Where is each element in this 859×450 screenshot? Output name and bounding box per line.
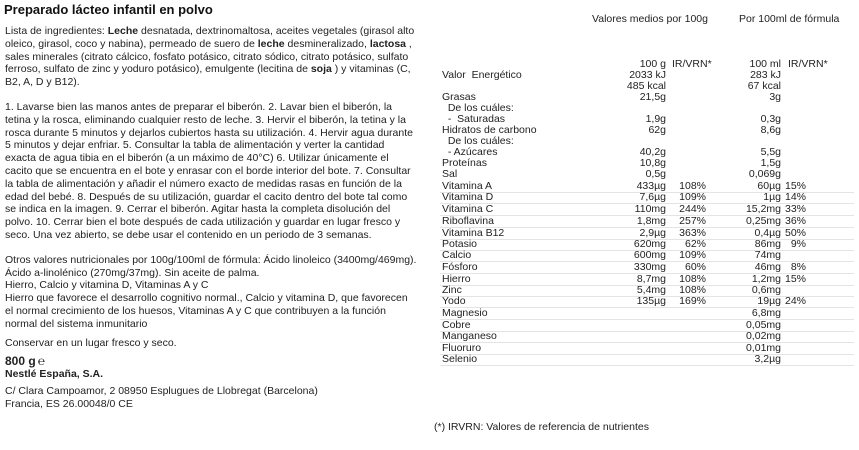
- value-100g: 2033 kJ: [629, 69, 666, 81]
- value-100g: 1,9g: [645, 113, 666, 125]
- allergen-text: soja: [310, 63, 332, 76]
- ingredient-text: desmineralizado,: [284, 37, 370, 50]
- value-100ml: 1,5g: [760, 157, 781, 169]
- nutrient-name: Valor Energético: [442, 69, 522, 81]
- other-nutritional-values: Otros valores nutricionales por 100g/100ml de fórmula: Ácido linoleico (3400mg/469mg). Ácido a-linolénico (270mg/37mg). Sin aceite de palma.: [5, 253, 417, 279]
- value-100g: 5,4mg: [636, 284, 666, 296]
- nutrient-name: Hierro: [442, 273, 471, 285]
- ir-100g: 108%: [679, 273, 706, 285]
- nutrition-row: [0, 320, 859, 331]
- nutrition-row: [0, 262, 859, 273]
- value-100ml: 46mg: [754, 261, 781, 273]
- ir-100ml: 9%: [790, 238, 806, 250]
- ir-100g: 109%: [679, 191, 706, 203]
- ingredient-text: ) y vitaminas (C, B2, A, D y B12).: [5, 63, 411, 89]
- ir-100g: 108%: [679, 284, 706, 296]
- nutrient-name: Grasas: [442, 91, 476, 103]
- ingredients-intro: Lista de ingredientes:: [5, 25, 108, 37]
- nutrition-row: [0, 239, 859, 250]
- ir-100g: 60%: [684, 261, 706, 273]
- value-100g: 62g: [648, 124, 666, 136]
- value-100ml: 67 kcal: [747, 80, 781, 92]
- header-per-100ml: Por 100ml de fórmula: [739, 13, 840, 25]
- nutrition-row: [0, 81, 859, 92]
- row-divider: [440, 365, 854, 366]
- nutrient-name: Cobre: [442, 319, 471, 331]
- value-100g: 21,5g: [639, 91, 666, 103]
- company-country: Francia, ES 26.00048/0 CE: [5, 397, 133, 410]
- value-100g: 110mg: [634, 203, 666, 215]
- allergen-text: leche: [257, 37, 285, 50]
- ir-100ml: 14%: [784, 191, 806, 203]
- value-100ml: 1,2mg: [751, 273, 781, 285]
- nutrient-name: Vitamina B12: [442, 227, 505, 239]
- value-100g: 10,8g: [639, 157, 666, 169]
- value-100g: 433µg: [636, 180, 666, 192]
- value-100ml: 283 kJ: [750, 69, 781, 81]
- value-100ml: 60µg: [757, 180, 781, 192]
- nutrient-name: De los cuáles:: [442, 102, 514, 114]
- sub-100g: 100 g: [639, 58, 666, 70]
- ir-100g: 109%: [679, 249, 706, 261]
- nutrient-name: Magnesio: [442, 307, 488, 319]
- preparation-instructions: 1. Lavarse bien las manos antes de preparar el biberón. 2. Lavar bien el biberón, la tetina y la rosca, eliminando cualquier resto de leche. 3. Hervir el biberón, la tetina y la rosca durante 5 minutos y dejarlos cubiertos hasta su utilización. 4. Hervir agua durante 5 minutos y dejar enfriar. 5. Consultar la tabla de alimentación y verter la cantidad exacta de agua tibia en el biberón (a un máximo de 40°C) 6. Utilizar únicamente el cacito que se encuentra en el bote y enrasar con el borde interior del bote. 7. Consultar la tabla de alimentación y añadir el número exacto de medidas rasas en función de la edad del bebé. 8. Después de su utilización, guardar el cacito dentro del bote tal como se indica en la imagen. 9. Cerrar el biberón. Agitar hasta la completa disolución del polvo. 10. Cerrar bien el bote después de cada utilización y guardar en lugar fresco y seco. Una vez abierto, se debe usar el contenido en un periodo de 3 semanas.: [5, 100, 413, 241]
- ir-100g: 108%: [679, 180, 706, 192]
- value-100ml: 0,02mg: [745, 330, 781, 342]
- value-100g: 330mg: [633, 261, 666, 273]
- header-per-100g: Valores medios por 100g: [592, 13, 708, 25]
- nutrient-name: Vitamina A: [442, 180, 493, 192]
- value-100g: 2,9µg: [639, 227, 666, 239]
- claim-short: Hierro, Calcio y vitamina D, Vitaminas A y C: [5, 279, 209, 292]
- value-100g: 620mg: [633, 238, 666, 250]
- nutrient-name: - Saturadas: [442, 113, 506, 125]
- nutrition-row: [0, 343, 859, 354]
- nutrition-row: [0, 136, 859, 147]
- nutrition-row: [0, 228, 859, 239]
- value-100ml: 0,25mg: [745, 215, 781, 227]
- value-100g: 1,8mg: [636, 215, 666, 227]
- nutrient-name: Riboflavina: [442, 215, 494, 227]
- estimated-sign-icon: ℮: [37, 354, 45, 369]
- ir-100g: 257%: [679, 215, 706, 227]
- ir-100g: 244%: [679, 203, 706, 215]
- nutrient-name: Potasio: [442, 238, 478, 250]
- ir-100g: 62%: [684, 238, 706, 250]
- storage-advice: Conservar en un lugar fresco y seco.: [5, 336, 177, 349]
- sub-ir-2: IR/VRN*: [788, 58, 828, 70]
- value-100ml: 0,4µg: [754, 227, 781, 239]
- nutrient-name: Hidratos de carbono: [442, 124, 537, 136]
- nutrient-name: Selenio: [442, 353, 478, 365]
- nutrition-row: [0, 354, 859, 365]
- nutrition-row: [0, 114, 859, 125]
- sub-ir-1: IR/VRN*: [672, 58, 712, 70]
- value-100ml: 15,2mg: [745, 203, 781, 215]
- nutrient-name: Manganeso: [442, 330, 497, 342]
- weight-value: 800 g: [5, 354, 36, 369]
- nutrition-row: [0, 70, 859, 81]
- nutrient-name: - Azúcares: [442, 146, 498, 158]
- product-title: Preparado lácteo infantil en polvo: [4, 2, 213, 17]
- nutrition-row: [0, 204, 859, 215]
- nutrient-name: Fluoruro: [442, 342, 482, 354]
- nutrient-name: Proteínas: [442, 157, 487, 169]
- company-name: Nestlé España, S.A.: [5, 368, 104, 381]
- nutrition-row: [0, 274, 859, 285]
- ir-100ml: 15%: [784, 180, 806, 192]
- value-100ml: 3,2µg: [754, 353, 781, 365]
- value-100ml: 0,069g: [748, 168, 781, 180]
- nutrition-row: [0, 92, 859, 103]
- sub-100ml: 100 ml: [749, 58, 781, 70]
- value-100ml: 86mg: [754, 238, 781, 250]
- ir-100ml: 8%: [790, 261, 806, 273]
- nutrient-name: De los cuáles:: [442, 135, 514, 147]
- ir-100g: 363%: [679, 227, 706, 239]
- nutrition-row: [0, 169, 859, 180]
- ir-100ml: 36%: [784, 215, 806, 227]
- value-100g: 40,2g: [639, 146, 666, 158]
- nutrient-name: Yodo: [442, 295, 466, 307]
- nutrient-name: Calcio: [442, 249, 472, 261]
- nutrition-row: [0, 296, 859, 307]
- value-100ml: 0,3g: [760, 113, 781, 125]
- value-100g: 0,5g: [645, 168, 666, 180]
- nutrient-name: Sal: [442, 168, 458, 180]
- nutrition-row: [0, 331, 859, 342]
- value-100ml: 1µg: [763, 191, 781, 203]
- nutrition-row: [0, 147, 859, 158]
- value-100ml: 5,5g: [760, 146, 781, 158]
- nutrition-row: [0, 158, 859, 169]
- nutrition-row: [0, 216, 859, 227]
- nutrient-name: Fósforo: [442, 261, 478, 273]
- allergen-text: Leche: [107, 25, 139, 37]
- nutrient-name: Vitamina C: [442, 203, 494, 215]
- claim-long: Hierro que favorece el desarrollo cognitivo normal., Calcio y vitamina D, que favorecen el normal crecimiento de los huesos, Vitaminas A y C que contribuyen a la función normal del sistema inmunitario: [5, 292, 408, 330]
- value-100g: 485 kcal: [626, 80, 666, 92]
- ir-100ml: 33%: [784, 203, 806, 215]
- nutrition-row: [0, 103, 859, 114]
- nutrition-row: [0, 250, 859, 261]
- value-100ml: 19µg: [757, 295, 781, 307]
- nutrition-row: [0, 285, 859, 296]
- nutrition-footnote: (*) IRVRN: Valores de referencia de nutrientes: [434, 421, 649, 433]
- value-100ml: 0,05mg: [745, 319, 781, 331]
- value-100ml: 0,01mg: [745, 342, 781, 354]
- value-100g: 600mg: [633, 249, 666, 261]
- nutrient-name: Vitamina D: [442, 191, 494, 203]
- ingredient-text: desnatada, dextrinomaltosa, aceites vegetales (girasol alto oleico, girasol, coco y nabina), permeado de suero de: [5, 25, 415, 50]
- nutrient-name: Zinc: [442, 284, 462, 296]
- value-100g: 8,7mg: [636, 273, 666, 285]
- ir-100ml: 50%: [784, 227, 806, 239]
- ir-100g: 169%: [679, 295, 706, 307]
- company-address: C/ Clara Campoamor, 2 08950 Esplugues de Llobregat (Barcelona): [5, 384, 318, 397]
- ingredient-text: , sales minerales (citrato cálcico, fosfato potásico, citrato sódico, citrato potásico, sulfato ferroso, sulfato de zinc y yoduro potásico), emulgente (lecitina de: [5, 37, 412, 76]
- value-100ml: 0,6mg: [751, 284, 781, 296]
- nutrition-row: [0, 308, 859, 319]
- nutrition-row: [0, 181, 859, 192]
- ir-100ml: 15%: [784, 273, 806, 285]
- value-100g: 135µg: [636, 295, 666, 307]
- value-100ml: 6,8mg: [751, 307, 781, 319]
- nutrition-row: [0, 125, 859, 136]
- value-100g: 7,6µg: [639, 191, 666, 203]
- ir-100ml: 24%: [784, 295, 806, 307]
- allergen-text: lactosa: [369, 37, 406, 50]
- value-100ml: 8,6g: [760, 124, 781, 136]
- value-100ml: 3g: [769, 91, 781, 103]
- nutrition-subheader: [0, 59, 859, 70]
- value-100ml: 74mg: [754, 249, 781, 261]
- nutrition-row: [0, 192, 859, 203]
